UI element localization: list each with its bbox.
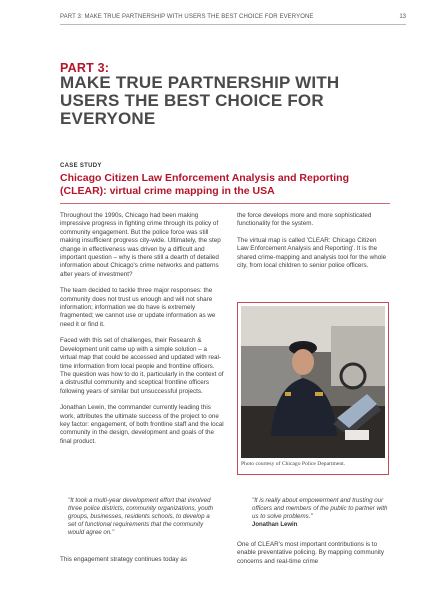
paragraph: the force develops more and more sophisticated functionality for the system. bbox=[237, 212, 372, 228]
case-study-title: Chicago Citizen Law Enforcement Analysis and Reporting (CLEAR): virtual crime mapping in the USA bbox=[60, 172, 349, 197]
paragraph: The virtual map is called 'CLEAR: Chicago Citizen Law Enforcement Analysis and Reporting'. It is the shared crime-mapping and analysis tool for the whole city, from local children to senior police officers. bbox=[237, 236, 387, 270]
paragraph: Faced with this set of challenges, their Research & Development unit came up with a simple solution – a virtual map that could be accessed and updated with real-time information from local people and frontline officers. The question was how to do it, particularly in the context of a distrustful community and sceptical frontline officers following years of similar but unsuccessful projects. bbox=[60, 337, 224, 395]
bottom-right-paragraph: One of CLEAR's most important contributions is to enable preventative policing. By mapping community concerns and real-time crime bbox=[237, 541, 385, 565]
bottom-left-paragraph: This engagement strategy continues today as bbox=[60, 556, 188, 563]
photo-caption: Photo courtesy of Chicago Police Department. bbox=[241, 461, 346, 467]
photo-frame bbox=[237, 302, 389, 475]
running-header bbox=[60, 14, 406, 24]
pull-quote-left bbox=[68, 497, 218, 537]
page-title: MAKE TRUE PARTNERSHIP WITH USERS THE BEST CHOICE FOR EVERYONE bbox=[60, 73, 340, 128]
pull-quote-right bbox=[252, 497, 392, 529]
case-study-label: CASE STUDY bbox=[60, 163, 102, 169]
left-column bbox=[60, 212, 224, 454]
paragraph: Throughout the 1990s, Chicago had been making impressive progress in fighting crime through its policy of community engagement. But the police force was still making insufficient progress city-wide. Ultimately, the step change in effectiveness was driven by a difficult and important question – why is there still a dearth of detailed information about Chicago's crime networks and patterns after years of investment? bbox=[60, 212, 221, 278]
paragraph: The team decided to tackle three major responses: the community does not trust us enough and will not share information; information we do have is extremely fragmented; we cannot use or update information as we need it or find it. bbox=[60, 287, 216, 328]
header-divider bbox=[60, 24, 406, 25]
right-column bbox=[237, 212, 389, 278]
running-header-title: PART 3: MAKE TRUE PARTNERSHIP WITH USERS THE BEST CHOICE FOR EVERYONE bbox=[60, 14, 314, 20]
quote-text: "It took a multi-year development effort that involved three police districts, community organizations, youth groups, businesses, residents schools, to develop a set of functional requirements that the community would agree on." bbox=[68, 497, 214, 536]
case-study-divider bbox=[60, 203, 390, 204]
page-number: 13 bbox=[399, 14, 406, 20]
quote-author: Jonathan Lewin bbox=[252, 522, 298, 528]
paragraph: Jonathan Lewin, the commander currently leading this work, attributes the ultimate success of the project to one key factor: engagement, of both frontline staff and the local community in the design, development and goals of the final product. bbox=[60, 404, 224, 445]
part-label: PART 3: bbox=[60, 61, 110, 75]
police-officer-photo-icon bbox=[241, 306, 385, 458]
quote-text: "It is really about empowerment and trusting our officers and members of the public to partner with us to solve problems." bbox=[252, 497, 388, 520]
